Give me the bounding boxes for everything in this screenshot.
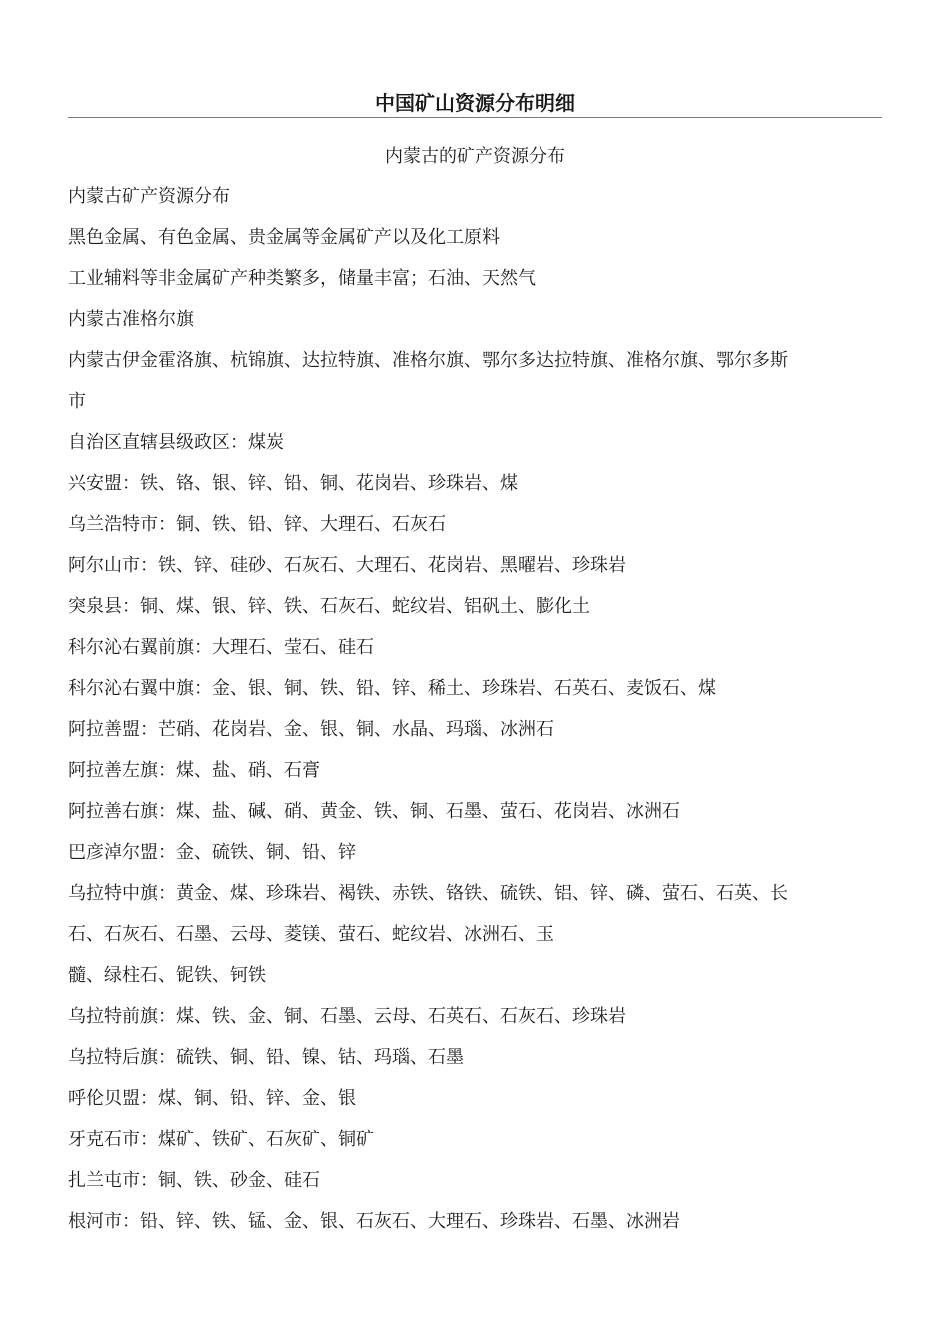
text-line: 乌兰浩特市：铜、铁、铅、锌、大理石、石灰石 [68,514,446,535]
text-line: 髓、绿柱石、铌铁、钶铁 [68,965,266,986]
text-line: 呼伦贝盟：煤、铜、铅、锌、金、银 [68,1088,356,1109]
text-line: 乌拉特中旗：黄金、煤、珍珠岩、褐铁、赤铁、铬铁、硫铁、铝、锌、磷、萤石、石英、长 [68,883,788,904]
text-line: 自治区直辖县级政区：煤炭 [68,432,284,453]
title-divider [68,117,882,118]
text-line: 内蒙古矿产资源分布 [68,186,230,207]
text-line: 石、石灰石、石墨、云母、菱镁、萤石、蛇纹岩、冰洲石、玉 [68,924,554,945]
text-line: 科尔沁右翼前旗：大理石、莹石、硅石 [68,637,374,658]
text-line: 乌拉特后旗：硫铁、铜、铅、镍、钴、玛瑙、石墨 [68,1047,464,1068]
text-line: 阿拉善右旗：煤、盐、碱、硝、黄金、铁、铜、石墨、萤石、花岗岩、冰洲石 [68,801,680,822]
body-text [68,183,858,1249]
text-line: 巴彦淖尔盟：金、硫铁、铜、铅、锌 [68,842,356,863]
text-line: 突泉县：铜、煤、银、锌、铁、石灰石、蛇纹岩、铝矾土、膨化土 [68,596,590,617]
text-line: 兴安盟：铁、铬、银、锌、铅、铜、花岗岩、珍珠岩、煤 [68,473,518,494]
text-line: 科尔沁右翼中旗：金、银、铜、铁、铅、锌、稀土、珍珠岩、石英石、麦饭石、煤 [68,678,716,699]
document-title: 中国矿山资源分布明细 [375,91,575,115]
text-line: 扎兰屯市：铜、铁、砂金、硅石 [68,1170,320,1191]
document-subtitle: 内蒙古的矿产资源分布 [385,146,565,167]
text-line: 阿尔山市：铁、锌、硅砂、石灰石、大理石、花岗岩、黑曜岩、珍珠岩 [68,555,626,576]
text-line: 内蒙古伊金霍洛旗、杭锦旗、达拉特旗、准格尔旗、鄂尔多达拉特旗、准格尔旗、鄂尔多斯 [68,350,788,371]
text-line: 阿拉善盟：芒硝、花岗岩、金、银、铜、水晶、玛瑙、冰洲石 [68,719,554,740]
text-line: 工业辅料等非金属矿产种类繁多，储量丰富；石油、天然气 [68,268,536,289]
text-line: 乌拉特前旗：煤、铁、金、铜、石墨、云母、石英石、石灰石、珍珠岩 [68,1006,626,1027]
text-line: 黑色金属、有色金属、贵金属等金属矿产以及化工原料 [68,227,500,248]
text-line: 阿拉善左旗：煤、盐、硝、石膏 [68,760,320,781]
text-line: 牙克石市：煤矿、铁矿、石灰矿、铜矿 [68,1129,374,1150]
text-line: 市 [68,391,86,412]
text-line: 根河市：铅、锌、铁、锰、金、银、石灰石、大理石、珍珠岩、石墨、冰洲岩 [68,1211,680,1232]
text-line: 内蒙古准格尔旗 [68,309,194,330]
